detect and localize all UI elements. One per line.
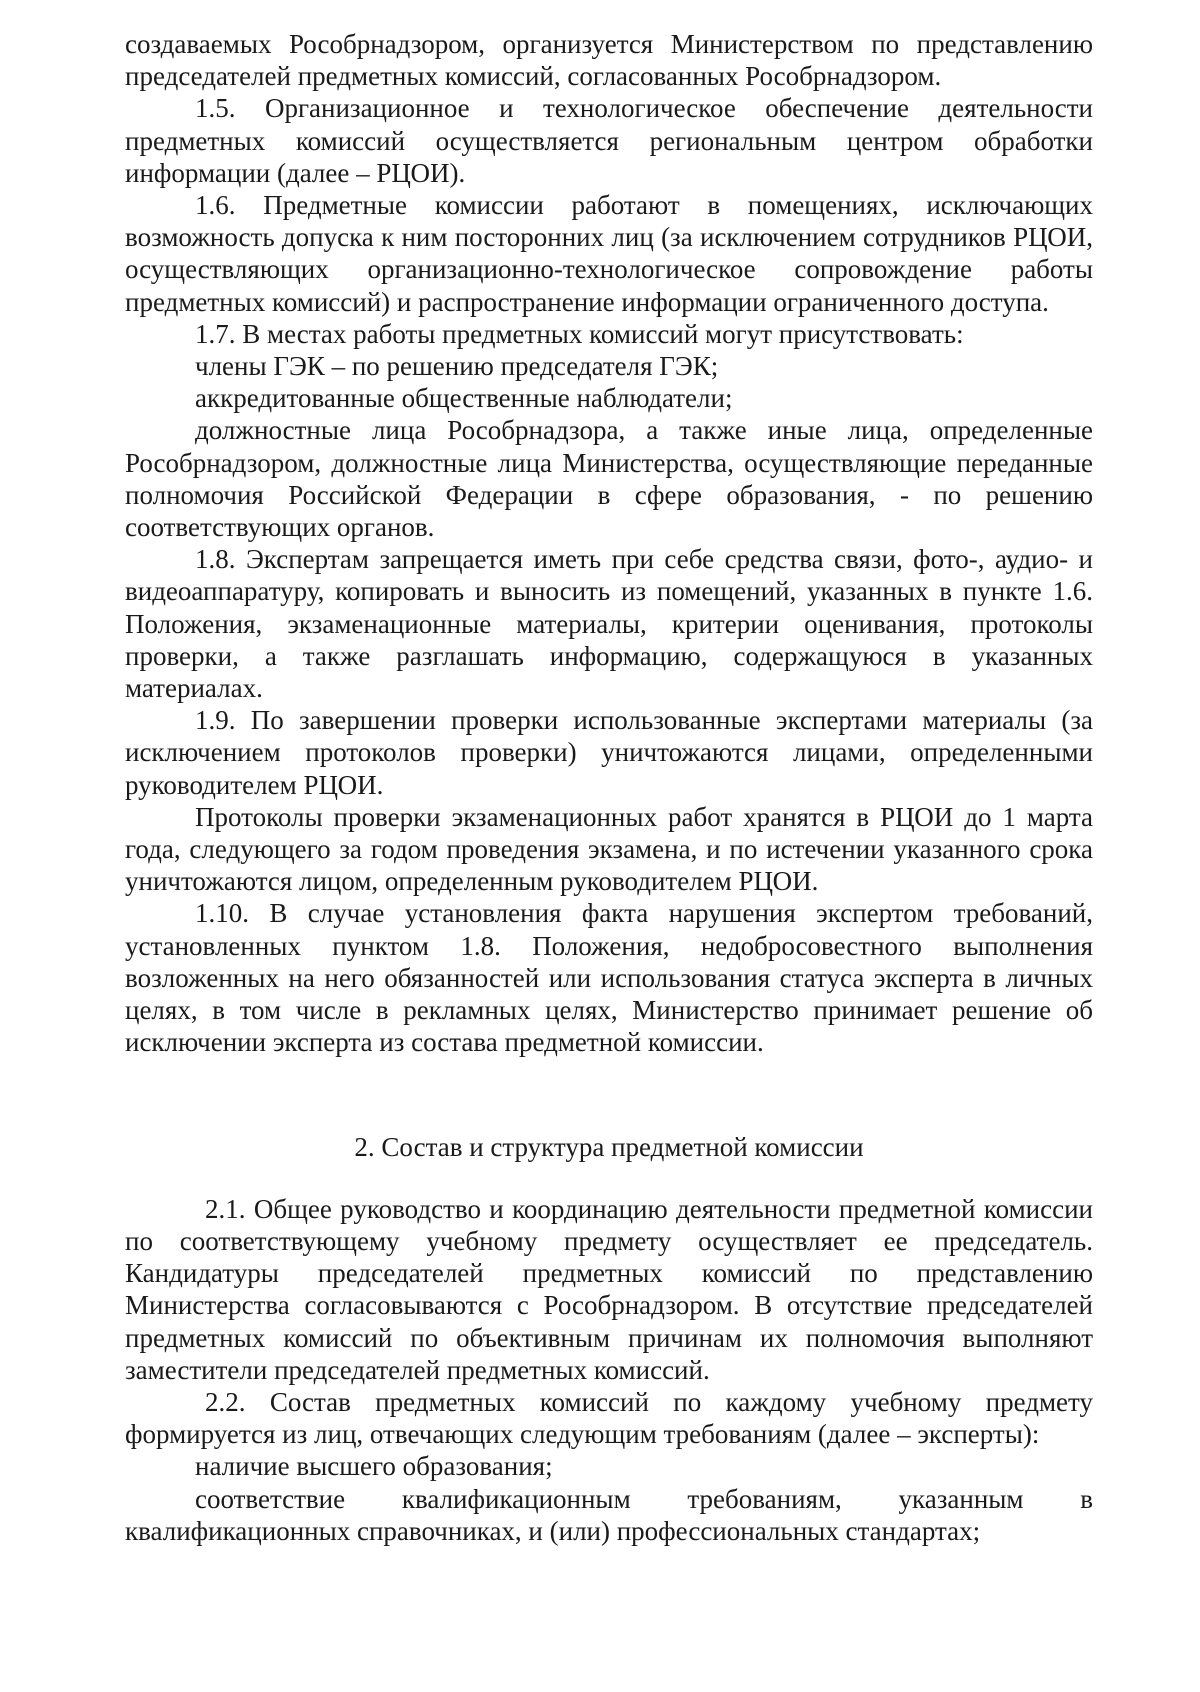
spacer xyxy=(125,1163,1093,1193)
paragraph-1-7-item-officials: должностные лица Рособрнадзора, а также иные лица, определенные Рособрнадзором, должностные лица Министерства, осуществляющие переданные полномочия Российской Федерации в сфере образования, - по решению соответствующих органов. xyxy=(125,415,1093,543)
document-page xyxy=(125,28,1093,1547)
paragraph-2-2-item-education: наличие высшего образования; xyxy=(195,1451,553,1482)
paragraph-2-2-item-qualification: соответствие квалификационным требованиям, указанным в квалификационных справочниках, и (или) профессиональных стандартах; xyxy=(125,1483,1093,1546)
paragraph-2-2: 2.2. Состав предметных комиссий по каждому учебному предмету формируется из лиц, отвечающих следующим требованиям (далее – эксперты): xyxy=(125,1386,1093,1450)
paragraph-1-6: 1.6. Предметные комиссии работают в помещениях, исключающих возможность допуска к ним посторонних лиц (за исключением сотрудников РЦОИ, осуществляющих организационно-технологическое сопровождение работы предметных комиссий) и распространение информации ограниченного доступа. xyxy=(125,190,1093,317)
paragraph-continuation: создаваемых Рособрнадзором, организуется Министерством по представлению председателей предметных комиссий, согласованных Рособрнадзором. xyxy=(125,29,1093,92)
paragraph-1-5: 1.5. Организационное и технологическое обеспечение деятельности предметных комиссий осуществляется региональным центром обработки информации (далее – РЦОИ). xyxy=(125,93,1093,188)
paragraph-1-7: 1.7. В местах работы предметных комиссий могут присутствовать: xyxy=(195,318,964,349)
paragraph-1-9-protocols: Протоколы проверки экзаменационных работ хранятся в РЦОИ до 1 марта года, следующего за годом проведения экзамена, и по истечении указанного срока уничтожаются лицом, определенным руководителем РЦОИ. xyxy=(125,801,1093,897)
paragraph-1-9: 1.9. По завершении проверки использованные экспертами материалы (за исключением протоколов проверки) уничтожаются лицами, определенными руководителем РЦОИ. xyxy=(125,705,1093,800)
paragraph-1-7-item-gek: члены ГЭК – по решению председателя ГЭК; xyxy=(195,351,719,382)
paragraph-1-7-item-observers: аккредитованные общественные наблюдатели; xyxy=(195,383,733,414)
paragraph-1-8: 1.8. Экспертам запрещается иметь при себе средства связи, фото-, аудио- и видеоаппаратуру, копировать и выносить из помещений, указанных в пункте 1.6. Положения, экзаменационные материалы, критерии оценивания, протоколы проверки, а также разглашать информацию, содержащуюся в указанных материалах. xyxy=(125,544,1093,704)
section-heading: 2. Состав и структура предметной комиссии xyxy=(354,1131,864,1162)
paragraph-1-10: 1.10. В случае установления факта нарушения экспертом требований, установленных пунктом 1.8. Положения, недобросовестного выполнения возложенных на него обязанностей или использования статуса эксперта в личных целях, в том числе в рекламных целях, Министерство принимает решение об исключении эксперта из состава предметной комиссии. xyxy=(125,898,1093,1058)
paragraph-2-1: 2.1. Общее руководство и координацию деятельности предметной комиссии по соответствующему учебному предмету осуществляет ее председатель. Кандидатуры председателей предметных комиссий по представлению Министерства согласовываются с Рособрнадзором. В отсутствие председателей предметных комиссий по объективным причинам их полномочия выполняют заместители председателей предметных комиссий. xyxy=(125,1193,1093,1385)
spacer xyxy=(125,1059,1093,1131)
